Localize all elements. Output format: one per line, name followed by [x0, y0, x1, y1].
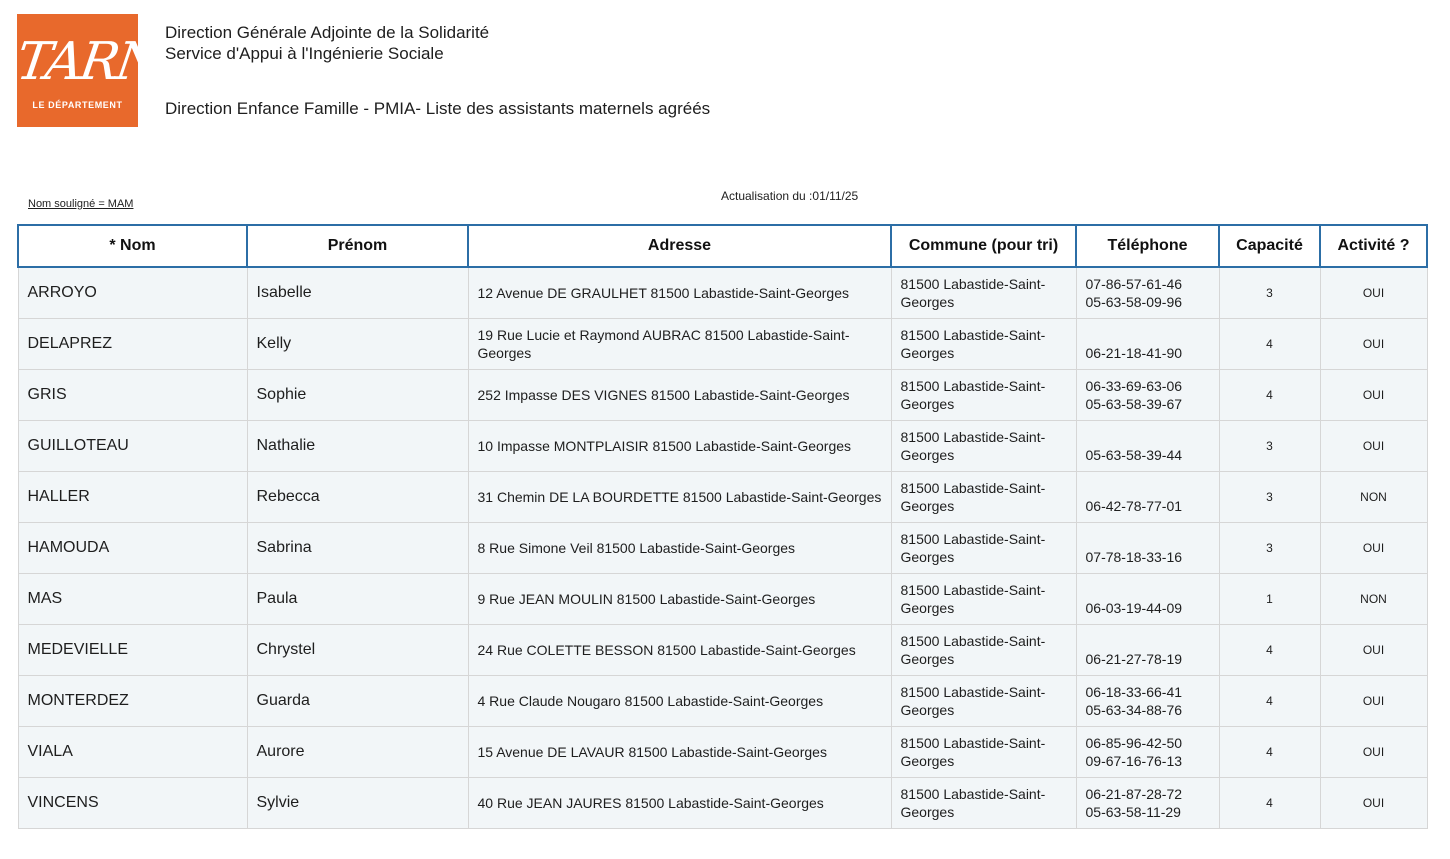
- phone-primary: 06-33-69-63-06: [1085, 378, 1183, 394]
- cell-activite: NON: [1320, 472, 1427, 523]
- cell-activite: OUI: [1320, 370, 1427, 421]
- cell-activite: NON: [1320, 574, 1427, 625]
- table-row: [18, 778, 1427, 829]
- cell-telephone: [1076, 319, 1219, 370]
- cell-capacite: 3: [1219, 421, 1320, 472]
- cell-prenom: Nathalie: [247, 421, 468, 472]
- cell-activite: OUI: [1320, 523, 1427, 574]
- cell-capacite: 3: [1219, 267, 1320, 319]
- cell-adresse: 8 Rue Simone Veil 81500 Labastide-Saint-Georges: [468, 523, 891, 574]
- cell-activite: OUI: [1320, 267, 1427, 319]
- column-header-telephone: Téléphone: [1076, 225, 1219, 267]
- phone-primary: 06-03-19-44-09: [1085, 600, 1183, 616]
- phone-primary: 06-18-33-66-41: [1085, 684, 1183, 700]
- cell-adresse: 24 Rue COLETTE BESSON 81500 Labastide-Saint-Georges: [468, 625, 891, 676]
- cell-prenom: Guarda: [247, 676, 468, 727]
- column-header-prenom: Prénom: [247, 225, 468, 267]
- cell-telephone: [1076, 676, 1219, 727]
- table-row: [18, 267, 1427, 319]
- column-header-nom: * Nom: [18, 225, 247, 267]
- table-row: [18, 472, 1427, 523]
- logo-wordmark: TARN: [12, 32, 164, 92]
- cell-nom: VINCENS: [18, 778, 247, 829]
- phone-secondary: 05-63-34-88-76: [1085, 702, 1183, 718]
- cell-prenom: Kelly: [247, 319, 468, 370]
- legend-note: Nom souligné = MAM: [28, 198, 134, 210]
- cell-capacite: 4: [1219, 319, 1320, 370]
- phone-primary: 07-86-57-61-46: [1085, 276, 1183, 292]
- column-header-activite: Activité ?: [1320, 225, 1427, 267]
- cell-telephone: [1076, 421, 1219, 472]
- cell-telephone: [1076, 778, 1219, 829]
- cell-adresse: 40 Rue JEAN JAURES 81500 Labastide-Saint-Georges: [468, 778, 891, 829]
- cell-adresse: 31 Chemin DE LA BOURDETTE 81500 Labastide-Saint-Georges: [468, 472, 891, 523]
- phone-secondary: 09-67-16-76-13: [1085, 753, 1183, 769]
- assistants-table: [17, 224, 1428, 829]
- cell-prenom: Chrystel: [247, 625, 468, 676]
- cell-commune: 81500 Labastide-Saint-Georges: [891, 625, 1076, 676]
- cell-prenom: Isabelle: [247, 267, 468, 319]
- cell-telephone: [1076, 267, 1219, 319]
- cell-telephone: [1076, 727, 1219, 778]
- cell-capacite: 4: [1219, 625, 1320, 676]
- cell-capacite: 3: [1219, 523, 1320, 574]
- cell-telephone: [1076, 625, 1219, 676]
- phone-secondary: 05-63-58-11-29: [1085, 804, 1181, 820]
- column-header-commune: Commune (pour tri): [891, 225, 1076, 267]
- cell-telephone: [1076, 574, 1219, 625]
- cell-capacite: 3: [1219, 472, 1320, 523]
- cell-prenom: Aurore: [247, 727, 468, 778]
- document-title: Direction Enfance Famille - PMIA- Liste des assistants maternels agréés: [165, 99, 711, 118]
- cell-prenom: Sophie: [247, 370, 468, 421]
- table-row: [18, 421, 1427, 472]
- cell-nom: GUILLOTEAU: [18, 421, 247, 472]
- cell-commune: 81500 Labastide-Saint-Georges: [891, 319, 1076, 370]
- phone-primary: 05-63-58-39-44: [1085, 447, 1183, 463]
- cell-commune: 81500 Labastide-Saint-Georges: [891, 421, 1076, 472]
- cell-nom: VIALA: [18, 727, 247, 778]
- cell-commune: 81500 Labastide-Saint-Georges: [891, 523, 1076, 574]
- cell-nom: MEDEVIELLE: [18, 625, 247, 676]
- phone-primary: 07-78-18-33-16: [1085, 549, 1183, 565]
- column-header-capacite: Capacité: [1219, 225, 1320, 267]
- cell-nom: MAS: [18, 574, 247, 625]
- phone-secondary: 05-63-58-39-67: [1085, 396, 1183, 412]
- cell-prenom: Paula: [247, 574, 468, 625]
- table-body: [18, 267, 1427, 829]
- cell-adresse: 12 Avenue DE GRAULHET 81500 Labastide-Saint-Georges: [468, 267, 891, 319]
- cell-nom: HALLER: [18, 472, 247, 523]
- cell-commune: 81500 Labastide-Saint-Georges: [891, 472, 1076, 523]
- header-direction-line: Direction Générale Adjointe de la Solidarité: [165, 23, 490, 42]
- cell-activite: OUI: [1320, 421, 1427, 472]
- cell-adresse: 252 Impasse DES VIGNES 81500 Labastide-Saint-Georges: [468, 370, 891, 421]
- table-row: [18, 727, 1427, 778]
- logo-subtitle: LE DÉPARTEMENT: [32, 100, 123, 110]
- cell-nom: ARROYO: [18, 267, 247, 319]
- cell-commune: 81500 Labastide-Saint-Georges: [891, 676, 1076, 727]
- table-header-row: [18, 225, 1427, 267]
- phone-primary: 06-21-87-28-72: [1085, 786, 1183, 802]
- cell-prenom: Sylvie: [247, 778, 468, 829]
- phone-secondary: 05-63-58-09-96: [1085, 294, 1183, 310]
- cell-prenom: Sabrina: [247, 523, 468, 574]
- cell-capacite: 4: [1219, 676, 1320, 727]
- cell-activite: OUI: [1320, 319, 1427, 370]
- cell-capacite: 4: [1219, 370, 1320, 421]
- table-row: [18, 625, 1427, 676]
- cell-adresse: 10 Impasse MONTPLAISIR 81500 Labastide-Saint-Georges: [468, 421, 891, 472]
- cell-adresse: 15 Avenue DE LAVAUR 81500 Labastide-Saint-Georges: [468, 727, 891, 778]
- cell-adresse: 9 Rue JEAN MOULIN 81500 Labastide-Saint-Georges: [468, 574, 891, 625]
- cell-adresse: 19 Rue Lucie et Raymond AUBRAC 81500 Labastide-Saint-Georges: [468, 319, 891, 370]
- table-row: [18, 523, 1427, 574]
- cell-activite: OUI: [1320, 778, 1427, 829]
- cell-nom: MONTERDEZ: [18, 676, 247, 727]
- update-date: Actualisation du :01/11/25: [721, 189, 859, 203]
- cell-prenom: Rebecca: [247, 472, 468, 523]
- phone-primary: 06-42-78-77-01: [1085, 498, 1183, 514]
- header-service-line: Service d'Appui à l'Ingénierie Sociale: [165, 44, 444, 63]
- table-row: [18, 319, 1427, 370]
- cell-telephone: [1076, 370, 1219, 421]
- table-row: [18, 574, 1427, 625]
- cell-capacite: 1: [1219, 574, 1320, 625]
- cell-commune: 81500 Labastide-Saint-Georges: [891, 778, 1076, 829]
- cell-activite: OUI: [1320, 676, 1427, 727]
- cell-telephone: [1076, 472, 1219, 523]
- table-row: [18, 370, 1427, 421]
- cell-commune: 81500 Labastide-Saint-Georges: [891, 267, 1076, 319]
- phone-primary: 06-21-18-41-90: [1085, 345, 1183, 361]
- cell-commune: 81500 Labastide-Saint-Georges: [891, 370, 1076, 421]
- cell-activite: OUI: [1320, 625, 1427, 676]
- cell-nom: GRIS: [18, 370, 247, 421]
- cell-telephone: [1076, 523, 1219, 574]
- tarn-logo: [12, 14, 164, 127]
- cell-capacite: 4: [1219, 778, 1320, 829]
- column-header-adresse: Adresse: [468, 225, 891, 267]
- cell-commune: 81500 Labastide-Saint-Georges: [891, 574, 1076, 625]
- phone-primary: 06-85-96-42-50: [1085, 735, 1183, 751]
- table-row: [18, 676, 1427, 727]
- cell-nom: HAMOUDA: [18, 523, 247, 574]
- cell-adresse: 4 Rue Claude Nougaro 81500 Labastide-Saint-Georges: [468, 676, 891, 727]
- cell-capacite: 4: [1219, 727, 1320, 778]
- cell-commune: 81500 Labastide-Saint-Georges: [891, 727, 1076, 778]
- cell-activite: OUI: [1320, 727, 1427, 778]
- phone-primary: 06-21-27-78-19: [1085, 651, 1183, 667]
- cell-nom: DELAPREZ: [18, 319, 247, 370]
